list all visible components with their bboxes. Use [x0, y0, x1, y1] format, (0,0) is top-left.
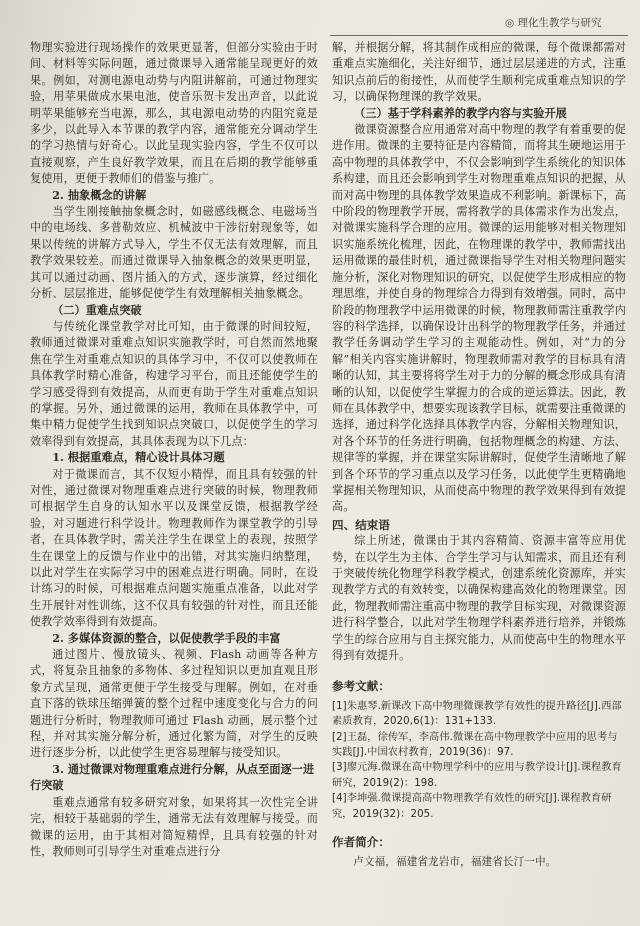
author-title: 作者简介： — [332, 835, 390, 850]
reference-item: [2]王磊，徐传军，李高伟.微课在高中物理教学中应用的思考与实践[J].中国农村教育，2019(36)：97. — [332, 731, 618, 759]
section-heading: 四、结束语 — [332, 517, 390, 532]
reference-item: [4]李坤强.微课提高高中物理教学有效性的研究[J].课程教育研究，2019(32)：205. — [332, 793, 612, 820]
journal-header: ◎ 理化生教学与研究 — [505, 17, 602, 29]
references-title: 参考文献： — [332, 679, 390, 694]
paragraph: 与传统化课堂教学对比可知，由于微课的时间较短，教师通过微课对重难点知识实施教学时，可自然而然地聚焦在学生对重难点知识的具体学习中，不仅可以使教师在具体教学时精心准备，构建学习平台，而且还能使学生的学习感受得到有效提高，从而更有助于学生对重难点知识的掌握。另外，通过微课的运用，教师在具体教学中，可集中精力促使学生找到知识点突破口，以促使学生的学习效率得到有效提高，其具体表现为以下几点： — [30, 319, 318, 448]
paragraph: 对于微课而言，其不仅短小精悍，而且具有较强的针对性，通过微课对物理重难点进行突破的时候，物理教师可根据学生自身的认知水平以及课堂反馈，根据教学经验，对习题进行科学设计。物理教师作为课堂教学的引导者，在具体教学时，需关注学生在课堂上的表现，按照学生在课堂上的反馈与作业中的出错，对其实施归纳整理，以此对学生在实际学习中的困难点进行明确。同时，在设计练习的时候，可根据难点问题实施重点准备，以此对学生开展针对性训练，这不仅具有较强的针对性，而且还能使教学效率得到有效提高。 — [30, 467, 318, 629]
reference-item: [3]廖元海.微课在高中物理学科中的应用与教学设计[J].课程教育研究，2019(2)：198. — [332, 762, 622, 789]
paragraph: 通过图片、慢放镜头、视频、Flash 动画等各种方式，将复杂且抽象的多物体、多过程知识以更加直观且形象方式呈现，通常更便于学生接受与理解。例如，在对垂直下落的铁球压缩弹簧的整个过程中速度变化与合力的问题进行分析时，物理教师可通过 Flash 动画，展示整个过程，并对其实施分解分析，通过化繁为简，对学生的反映进行逐步分析，以此使学生更容易理解与接受知识。 — [30, 648, 318, 760]
section-heading: 2. 抽象概念的讲解 — [52, 188, 147, 202]
author-info: 卢文福，福建省龙岩市，福建省长汀一中。 — [353, 855, 557, 868]
left-column — [30, 40, 318, 860]
section-heading: 2. 多媒体资源的整合，以促使教学手段的丰富 — [52, 631, 281, 645]
paragraph: 重难点通常有较多研究对象，如果将其一次性完全讲完，相较于基础弱的学生，通常无法有效理解与接受。而微课的运用，由于其相对简短精悍，且具有较强的针对性，教师则可引导学生对重难点进行分 — [30, 795, 318, 858]
paragraph: 微课资源整合应用通常对高中物理的教学有着重要的促进作用。微课的主要特征是内容精简，而将其生硬地运用于高中物理的具体教学中，不仅会影响到学生系统化的知识体系构建，而且还会影响到学生对物理重难点知识的把握，从而对高中物理的具体教学效果造成不利影响。新课标下，高中阶段的物理教学开展，需将教学的具体需求作为出发点，对微课实施科学合理的应用。微课的运用能够对相关物理知识实施系统化梳理，因此，在物理课的教学中，教师需找出运用微课的最佳时机，通过微课指导学生对相关物理问题实施分析，深化对物理知识的研究，以促使学生形成相应的物理思维，并使自身的物理综合力得到有效增强。同时，高中阶段的物理教学中运用微课的时候，物理教师需注重教学内容的科学选择，以确保设计出科学的物理教学任务，并通过教学任务调动学生学习的主观能动性。例如，对“力的分解”相关内容实施讲解时，物理教师需对教学的目标具有清晰的认知，其主要将将学生对于力的分解的概念形成具有清晰的认知，以促使学生掌握力的合成的逆运算法。因此，教师在具体教学中，想要实现该教学目标，就需要注重微课的选择，通过科学化选择具体教学内容，分解相关物理知识，对各个环节的任务进行明确，包括物理概念的构建、方法、规律等的掌握，并在课堂实际讲解时，促使学生清晰地了解到各个环节的学习重点以及学习任务，以此使学生更精确地掌握相关物理知识，从而使高中物理的教学效果得到有效提高。 — [332, 123, 626, 514]
references-list — [332, 699, 626, 822]
section-heading: （二）重难点突破 — [52, 303, 142, 317]
paragraph: 解，并根据分解，将其制作成相应的微课，每个微课都需对重难点实施细化，关注好细节，通过层层递进的方式，注重知识点前后的衔接性，从而使学生顺利完成重难点知识的学习，以确保物理课的教学效果。 — [332, 41, 626, 104]
right-column — [332, 40, 626, 870]
paragraph: 物理实验进行现场操作的效果更显著，但部分实验由于时间、材料等实际问题，通过微课导入通常能呈现更好的效果。例如，对测电源电动势与内阻讲解前，可通过物理实验，用苹果做成水果电池，使音乐贺卡发出声音，以此说明苹果能够充当电源，那么，其电源电动势的内阻究竟是多少，以此导入本节课的教学内容，通常能充分调动学生的学习热情与好奇心。以此呈现实验内容，学生不仅可以直接观察，产生良好教学效果，而且在后期的教学能够重复使用，更便于教师们的借鉴与推广。 — [30, 41, 318, 186]
reference-item: [1]朱惠琴.新课改下高中物理微课教学有效性的提升路径[J].西部素质教育，2020,6(1)：131+133. — [332, 700, 622, 728]
paragraph: 综上所述，微课由于其内容精简、资源丰富等应用优势，在以学生为主体、合学生学习与认知需求，而且还有利于突破传统化物理学科教学模式，创建系统化资源库，并实现教学方式的有效转变，以确保构建高效化的物理课堂。因此，物理教师需注重高中物理的教学目标实现，对微课资源进行科学整合，以此对学生物理学科素养进行培养，并锻炼学生的综合应用与自主探究能力，从而使高中生的物理水平得到有效提升。 — [332, 534, 626, 663]
section-heading: 3. 通过微课对物理重难点进行分解，从点至面逐一进行突破 — [30, 762, 315, 793]
section-heading: （三）基于学科素养的教学内容与实验开展 — [354, 106, 567, 120]
header-rule — [330, 35, 628, 36]
paragraph: 当学生刚接触抽象概念时，如磁感线概念、电磁场当中的电场线、多普勒效应、机械波中干涉衍射现象等，如果以传统的讲解方式导入，学生不仅无法有效理解，而且教学效果较差。而通过微课导入抽象概念的效果更明显，其可以通过动画、图片插入的方式，逐步演算，经过细化分析、层层推进，能够促使学生有效理解相关抽象概念。 — [30, 205, 318, 301]
section-heading: 1. 根据重难点，精心设计具体习题 — [52, 451, 225, 465]
